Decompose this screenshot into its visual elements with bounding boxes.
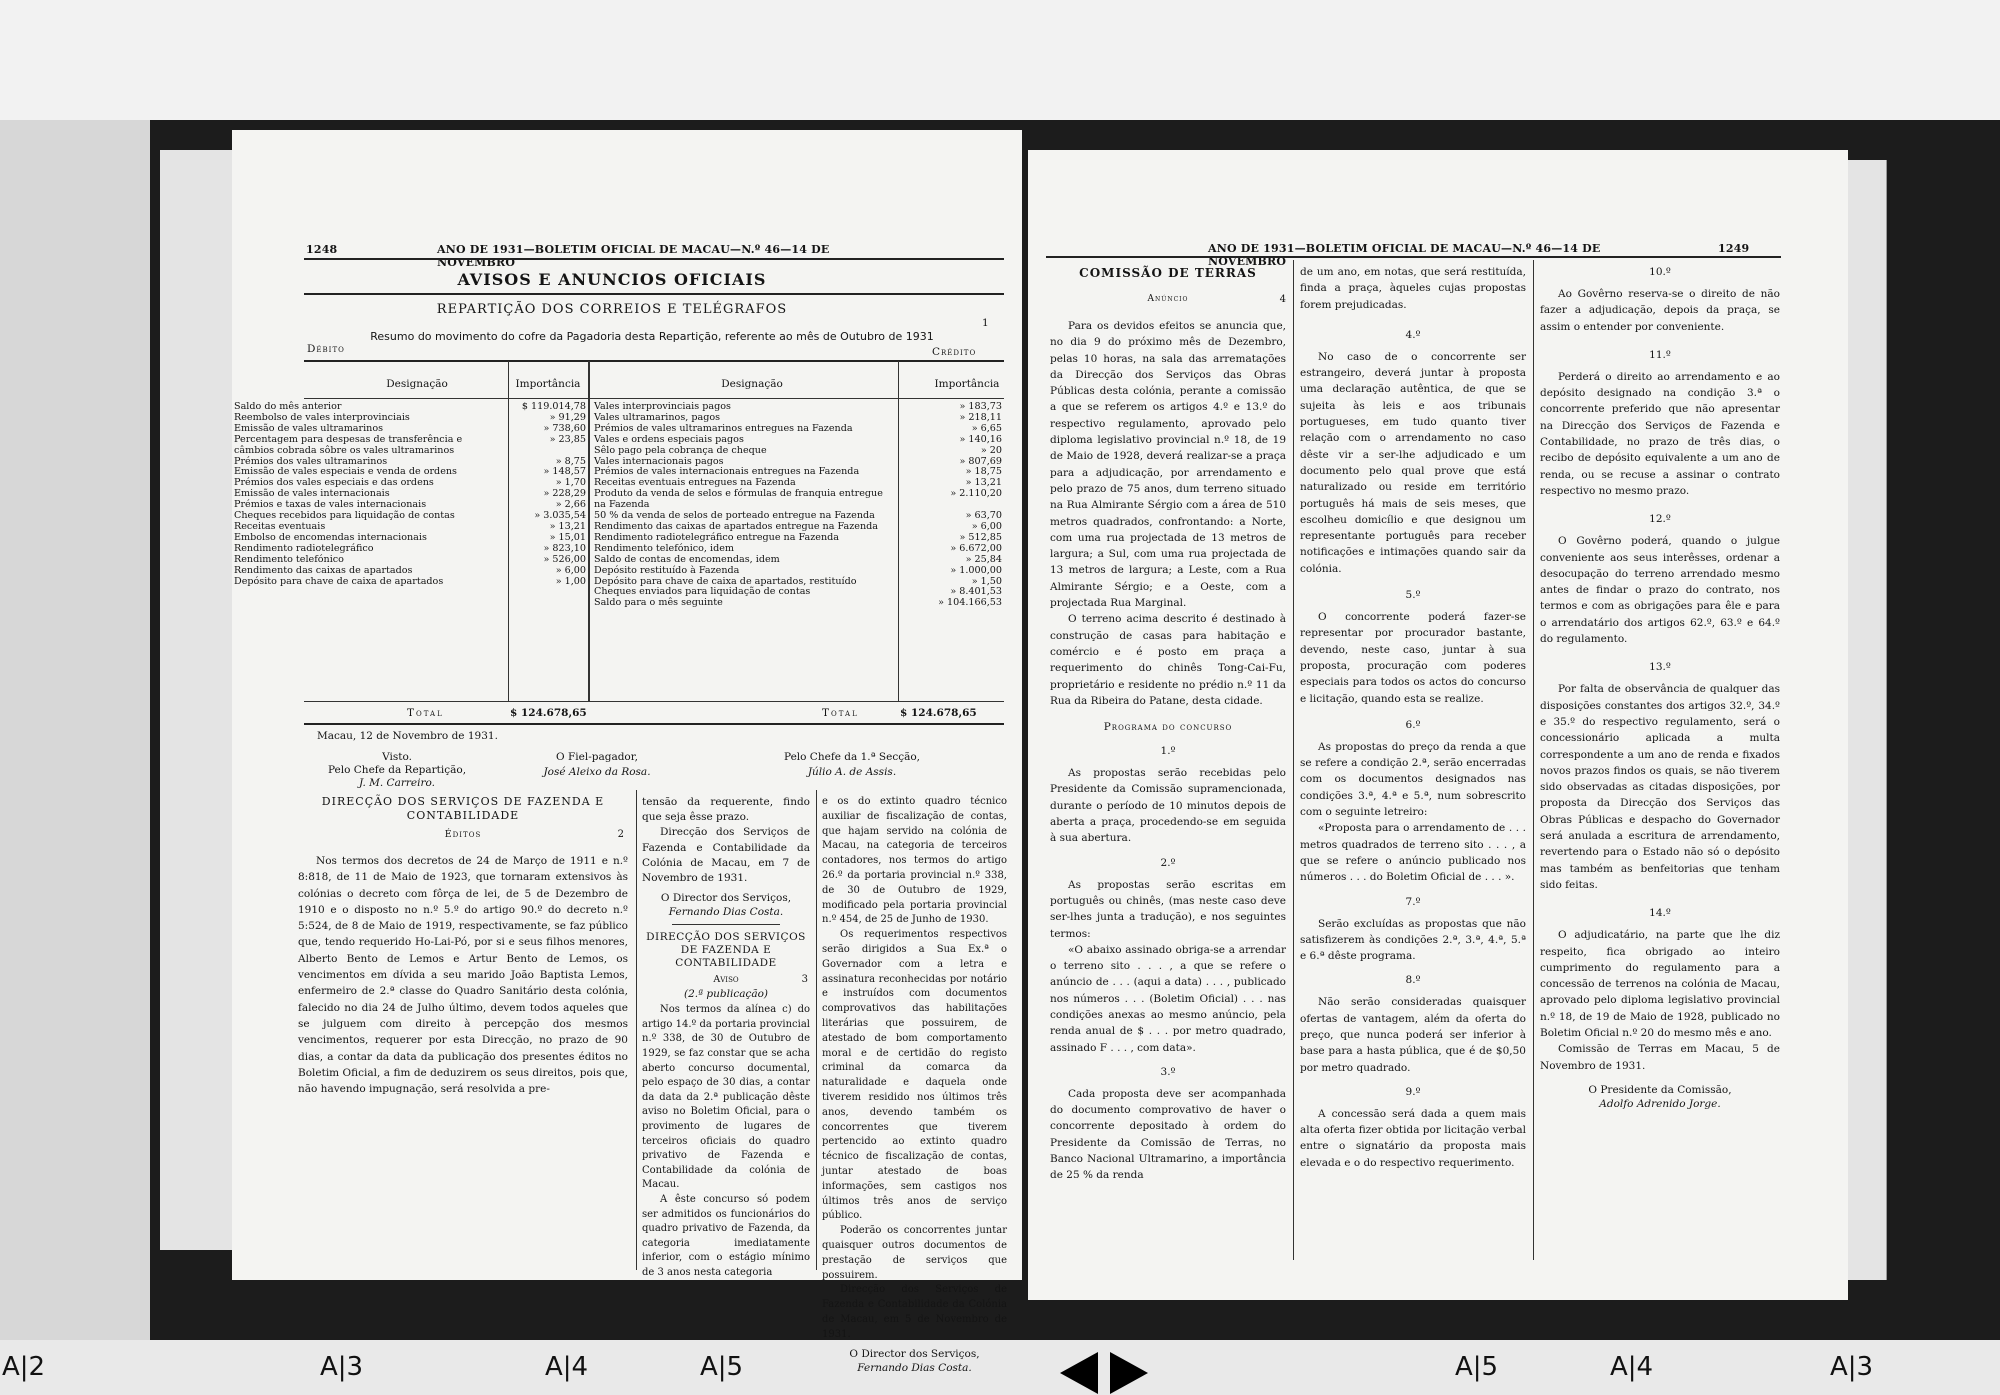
debit-row [232,566,588,577]
summary-title: Resumo do movimento do cofre da Pagadoria desta Repartição, referente ao mês de Outubro de 1931 [370,330,934,343]
debit-row [232,435,588,457]
debit-row-label: Prémios dos vales especiais e das ordens [234,477,434,489]
debit-row [232,555,588,566]
debit-row-label: Prémios dos vales ultramarinos [234,455,388,467]
col2-heading: DIRECÇÃO DOS SERVIÇOS DE FAZENDA E CONTABILIDADE [646,931,806,970]
film-notch-left [1060,1352,1098,1394]
rcol2-p9: A concessão será dada a quem mais alta oferta fizer obtida por licitação verbal entre o signatário da proposta mais elevada e o do respectivo requerimento. [1300,1107,1526,1169]
col2-body: Nos termos da alínea c) do artigo 14.º da portaria provincial n.º 338, de 30 de Outubro de 1929, se faz constar que se acha aberto concurso documental, pelo espaço de 30 dias, a contar da data da 2.ª publicação dêste aviso no Boletim Oficial, para o provimento de lugares de terceiros oficiais do quadro privativo de Fazenda e Contabilidade da colónia de Macau. [642,1004,810,1191]
rcol1-p1: As propostas serão recebidas pelo Presidente da Comissão supramencionada, durante o período de 10 minutos depois de aberta a praça, procedendo-se em seguida à sua abertura. [1050,767,1286,845]
right-page-edge-stack [1848,160,1887,1280]
debit-table [232,402,588,587]
rcol3-n10: 10.º [1649,266,1671,278]
rcol3-p13: Por falta de observância de qualquer das disposições constantes dos artigos 32.º, 34.º e 35.º do respectivo regulamento, será o concessionário aplicada a multa correspondente a um ano de renda e fixados novos prazos findos os quais, se não tiverem sido observadas as citadas disposições, por proposta da Direcção dos Serviços das Obras Públicas e despacho do Governador será anulada a escritura de arrendamento, revertendo para o Estado não só o depósito mas também as benfeitorias que tenham sido feitas. [1540,683,1780,891]
frame-mark-7: A|3 [1830,1352,1874,1382]
credit-row-value: » 13,21 [965,477,1002,489]
credit-designacao-header: Designação [721,378,783,390]
debit-row-label: Depósito para chave de caixa de apartados [234,575,444,587]
col3-body: e os do extinto quadro técnico auxiliar de fiscalização de contas, que hajam servido na colónia de Macau, na categoria de terceiros contadores, nos termos do artigo 26.º da portaria provincial n.º 338, de 30 de Outubro de 1929, modificado pela portaria provincial n.º 454, de 25 de Junho de 1930. [822,796,1007,926]
visto: Visto. [382,751,412,763]
credit-row [592,566,1004,577]
debit-row-label: Embolso de encomendas internacionais [234,531,427,543]
credit-row [592,446,1004,457]
section-title: AVISOS E ANUNCIOS OFICIAIS [457,270,767,289]
rcol3-n14: 14.º [1649,907,1671,920]
credit-row-value: » 1.000,00 [950,564,1002,576]
rcol2-p4: No caso de o concorrente ser estrangeiro, deverá juntar à proposta uma declaração autêntica, de que se sujeita às leis e aos tribunais portugueses, em tudo quanto tiver relação com o arrendamento no caso dêste vir a ser-lhe adjudicado e um documento pelo qual prove que está naturalizado ou reside em território português há mais de seis meses, que escolheu domicílio e que designou um representante português para receber notificações e intimações quando sair da colónia. [1300,350,1526,575]
rcol3-p11: Perderá o direito ao arrendamento e ao depósito designado na condição 3.ª o concorrente preferido que não apresentar na Direcção dos Serviços de Fazenda e Contabilidade, no prazo de três dias, o recibo de depósito equivalente a um ano de renda, ou se recuse a assinar o contrato respectivo no mesmo prazo. [1540,370,1780,497]
rcol2-p8: Não serão consideradas quaisquer ofertas de vantagem, além da oferta do preço, que nunca poderá ser inferior à base para a hasta pública, que é de $0,50 por metro quadrado. [1300,996,1526,1074]
credit-row-label: Saldo para o mês seguinte [594,597,723,609]
rcol1-n1: 1.º [1160,745,1176,758]
rcol3-p12: O Govêrno poderá, quando o julgue conveniente aos seus interêsses, ordenar a desocupação do terreno arrendado mesmo antes de findar o prazo do contrato, nos termos e com as obrigações para êle e para o arrendatário dos artigos 62.º, 63.º e 64.º do regulamento. [1540,535,1780,646]
credit-row-label: Rendimento telefónico, idem [594,542,735,554]
repartition-title: REPARTIÇÃO DOS CORREIOS E TELÉGRAFOS [436,302,788,317]
frame-mark-3: A|4 [545,1352,589,1382]
paymaster-label: O Fiel-pagador, [556,751,638,763]
credit-row-value: » 20 [980,444,1002,456]
left-running-title: ANO DE 1931—BOLETIM OFICIAL DE MACAU—N.º 46—14 DE NOVEMBRO [437,243,830,269]
debit-importancia-header: Importância [515,378,581,390]
col2-publication: (2.ª publicação) [683,988,769,1001]
col2-sign-place: Direcção dos Serviços de Fazenda e Contabilidade da Colónia de Macau, em 7 de Novembro de 1931. [642,826,810,885]
credit-row-value: » 2.110,20 [950,488,1002,500]
debit-row-value: » 526,00 [543,553,586,565]
col2-sign-label: O Director dos Serviços, [660,892,792,905]
debit-row-value: » 2,66 [555,499,586,511]
credit-row-value: » 8.401,53 [950,586,1002,598]
left-col3 [822,795,1007,1374]
col2-sign-name: Fernando Dias Costa. [668,906,784,919]
debit-total: $ 124.678,65 [510,707,587,719]
credit-row-label: Sêlo pago pela cobrança de cheque [594,444,767,456]
col3-sign-name: Fernando Dias Costa. [857,1362,972,1375]
debit-row-label: Emissão de vales especiais e venda de ordens [234,466,457,478]
credit-row [592,489,1004,511]
rcol1-heading: COMISSÃO DE TERRAS [1079,266,1257,280]
frame-mark-1: A|2 [2,1352,46,1382]
rcol1-program: Programa do concurso [1103,721,1233,734]
rcol1-body2: O terreno acima descrito é destinado à construção de casas para habitação e comércio e é posto em praça a requerimento do chinês Tong-Cai-Fu, proprietário e residente no prédio n.º 11 da Rua da Ribeira do Patane, desta cidade. [1050,613,1286,707]
credit-row-label: Vales internacionais pagos [594,455,724,467]
rcol2-n8: 8.º [1405,974,1421,987]
debit-row-label: Reembolso de vales interprovinciais [234,411,410,423]
credit-row-value: » 1,50 [971,575,1002,587]
debit-row-label: Rendimento das caixas de apartados [234,564,413,576]
credit-row-label: 50 % da venda de selos de porteado entregue na Fazenda [594,510,875,522]
col3-sign-place: Direcção dos Serviços de Fazenda e Contabilidade da Colónia de Macau, em 5 de Novembro de 1931. [822,1284,1007,1340]
frame-mark-6: A|4 [1610,1352,1654,1382]
credit-row-value: » 140,16 [959,433,1002,445]
rcol1-p3: Cada proposta deve ser acompanhada do documento comprovativo de haver o concorrente depositado à ordem do Presidente da Comissão de Terras, no Banco Nacional Ultramarino, a importância de 25 % da renda [1050,1087,1286,1182]
frame-mark-2: A|3 [320,1352,364,1382]
debit-label: Débito [307,343,345,355]
debit-row-label: Percentagem para despesas de transferência e câmbios cobrada sôbre os vales ultramarinos [234,433,463,456]
credit-row-value: » 63,70 [965,510,1002,522]
col2-cont: tensão da requerente, findo que seja êsse prazo. [642,796,810,824]
debit-row-label: Saldo do mês anterior [234,401,342,412]
credit-row-value: » 104.166,53 [938,597,1002,609]
rcol2-p6: As propostas do preço da renda a que se refere a condição 2.ª, serão encerradas com os documentos designados nas condições 3.ª, 4.ª e 5.ª, num sobrescrito com o seguinte letreiro: [1300,740,1526,819]
credit-table [592,402,1004,609]
credit-row-value: » 183,73 [959,401,1002,412]
right-col3 [1540,266,1780,1110]
rcol3-sign-label: O Presidente da Comissão, [1588,1083,1732,1096]
right-col1 [1050,266,1286,1184]
debit-row-value: » 91,29 [549,411,586,423]
film-notch-right [1110,1352,1148,1394]
frame-mark-4: A|5 [700,1352,744,1382]
credit-row [592,555,1004,566]
debit-row-value: » 148,57 [543,466,586,478]
col3-body2: Os requerimentos respectivos serão dirigidos a Sua Ex.ª o Governador com a letra e assinatura reconhecidas por notário e instruídos com documentos comprovativos das habilitações literárias que possuirem, de atestado de bom comportamento moral e de certidão do registo criminal da comarca da naturalidade e daquela onde tiverem residido nos últimos três anos, devendo também os concorrentes que tiverem pertencido ao extinto quadro técnico de fiscalização de contas, juntar atestado de boas informações, sem castigos nos últimos três anos de serviço público. [822,929,1007,1222]
col2-subheading: Aviso [713,974,739,986]
debit-row-label: Cheques recebidos para liquidação de contas [234,510,455,522]
credit-row-value: » 18,75 [965,466,1002,478]
item-number: 1 [982,317,989,329]
credit-row-value: » 6,00 [971,520,1002,532]
rcol2-n6: 6.º [1405,718,1421,731]
col2-body2: A êste concurso só podem ser admitidos os funcionários do quadro privativo de Fazenda, da categoria imediatamente inferior, com o estágio mínimo de 3 anos nesta categoria [642,1193,810,1278]
debit-row-value: » 15,01 [549,531,586,543]
debit-row-label: Emissão de vales ultramarinos [234,422,384,434]
credit-row-label: Depósito para chave de caixa de apartados, restituído [594,575,857,587]
debit-row [232,577,588,588]
right-page-number: 1249 [1718,242,1750,255]
left-page-number: 1248 [306,243,338,256]
credit-total-label: Total [822,707,859,719]
chief-name: J. M. Carreiro. [359,777,435,789]
rcol3-n12: 12.º [1649,513,1671,526]
debit-row-value: » 1,70 [555,477,586,489]
rcol3-p14: O adjudicatário, na parte que lhe diz respeito, fica obrigado ao inteiro cumprimento do regulamento para a concessão de terrenos na colónia de Macau, aprovado pelo diploma legislativo provincial n.º 18, de 19 de Maio de 1928, publicado no Boletim Oficial n.º 20 do mesmo mês e ano. [1540,929,1780,1039]
debit-row-value: » 8,75 [555,455,586,467]
credit-row-label: Rendimento das caixas de apartados entregue na Fazenda [594,520,878,532]
credit-row-label: Rendimento radiotelegráfico entregue na Fazenda [594,531,840,543]
rcol3-p10: Ao Govêrno reserva-se o direito de não fazer a adjudicação, depois da praça, se assim o entender por conveniente. [1540,288,1780,333]
debit-row-value: $ 119.014,78 [521,401,586,412]
col2-number: 3 [801,974,808,986]
left-page-edge-stack [160,150,236,1250]
credit-row-label: Produto da venda de selos e fórmulas de franquia entregue na Fazenda [594,488,883,511]
credit-row-label: Cheques enviados para liquidação de contas [594,586,811,598]
place-date: Macau, 12 de Novembro de 1931. [317,730,498,742]
credit-row-label: Prémios de vales internacionais entregues na Fazenda [594,466,860,478]
credit-row-value: » 807,69 [959,455,1002,467]
left-col2 [642,795,810,1281]
frame-mark-5: A|5 [1455,1352,1499,1382]
col3-body3: Poderão os concorrentes juntar quaisquer outros documentos de prestação de serviços que possuirem. [822,1225,1007,1281]
rcol3-sign-place: Comissão de Terras em Macau, 5 de Novembro de 1931. [1540,1043,1780,1072]
credit-row-label: Prémios de vales ultramarinos entregues na Fazenda [594,422,853,434]
credit-total: $ 124.678,65 [900,707,977,719]
rcol1-subheading: Anúncio [1147,294,1189,304]
rcol1-number: 4 [1279,294,1286,305]
credit-row [592,598,1004,609]
debit-row-value: » 1,00 [555,575,586,587]
debit-row-value: » 13,21 [549,520,586,532]
credit-label: Crédito [932,346,977,358]
col3-sign-label: O Director dos Serviços, [849,1348,980,1361]
rcol1-n2: 2.º [1160,856,1176,869]
rcol1-n3: 3.º [1160,1065,1176,1078]
col1-body: Nos termos dos decretos de 24 de Março de 1911 e n.º 8:818, de 11 de Maio de 1923, que tornaram extensivos às colónias o decreto com fôrça de lei, de 5 de Dezembro de 1910 e o disposto no n.º 5.º do artigo 90.º do decreto n.º 5:524, de 8 de Maio de 1919, respectivamente, se faz público que, tendo requerido Ho-Lai-Pó, por si e seus filhos menores, Alberto Bento de Lemos e Artur Bento de Lemos, os vencimentos em dívida a seu marido João Baptista Lemos, enfermeiro de 2.ª classe do Quadro Sanitário desta colónia, falecido no dia 24 de Julho último, devem todos aqueles que se julguem com direito à percepção dos mesmos vencimentos, requerer por esta Direcção, no prazo de 90 dias, a contar da data da publicação dos presentes éditos no Boletim Oficial, a fim de deduzirem os seus direitos, pois que, não havendo impugnação, será resolvida a pre- [298,855,628,1096]
rcol2-p3cont: de um ano, em notas, que será restituída, finda a praça, àqueles cujas propostas forem prejudicadas. [1300,266,1526,311]
rcol2-p7: Serão excluídas as propostas que não satisfizerem às condições 2.ª, 3.ª, 4.ª, 5.ª e 6.ª dêste programa. [1300,917,1526,963]
debit-row-value: » 6,00 [555,564,586,576]
rcol2-p6b: «Proposta para o arrendamento de . . . metros quadrados de terreno sito . . . , a que se refere o anúncio publicado nos números . . . do Boletim Oficial de . . . ». [1300,822,1526,884]
debit-row-value: » 23,85 [549,433,586,445]
right-running-title: ANO DE 1931—BOLETIM OFICIAL DE MACAU—N.º 46—14 DE NOVEMBRO [1208,242,1601,268]
rcol2-n7: 7.º [1405,895,1421,908]
credit-row-label: Vales ultramarinos, pagos [594,411,721,423]
credit-row-value: » 6,65 [971,422,1002,434]
credit-row-value: » 512,85 [959,531,1002,543]
credit-row-label: Depósito restituído à Fazenda [594,564,740,576]
rcol2-p5: O concorrente poderá fazer-se representar por procurador bastante, devendo, neste caso, juntar à sua proposta, procuração com poderes especiais para todos os actos do concurso e licitação, quando esta se realize. [1300,611,1526,705]
debit-row-value: » 3.035,54 [534,510,586,522]
debit-row-label: Prémios e taxas de vales internacionais [234,499,427,511]
section-name: Júlio A. de Assis. [807,766,897,778]
section-label: Pelo Chefe da 1.ª Secção, [783,751,921,763]
rcol1-p2b: «O abaixo assinado obriga-se a arrendar o terreno sito . . . , a que se refere o anúncio de . . . (aqui a data) . . . , publicado nos números . . . (Boletim Oficial) . . . nas condições anexas ao mesmo anúncio, pela renda anual de $ . . . por metro quadrado, assinado F . . . , com data». [1050,943,1286,1054]
debit-designacao-header: Designação [386,378,448,390]
rcol1-p2: As propostas serão escritas em português ou chinês, (mas neste caso deve ser-lhes junta a tradução), e nos seguintes termos: [1050,878,1286,940]
rcol2-n5: 5.º [1405,589,1421,602]
debit-total-label: Total [407,707,444,719]
credit-row [592,435,1004,446]
debit-row-value: » 228,29 [543,488,586,500]
credit-row-value: » 25,84 [965,553,1002,565]
rcol2-n9: 9.º [1405,1085,1421,1098]
col1-heading: DIRECÇÃO DOS SERVIÇOS DE FAZENDA E CONTABILIDADE [321,795,605,822]
debit-row-value: » 823,10 [543,542,586,554]
rcol3-n13: 13.º [1649,661,1671,674]
credit-row-label: Receitas eventuais entregues na Fazenda [594,477,796,489]
credit-row-label: Vales interprovinciais pagos [594,401,731,412]
debit-row-value: » 738,60 [543,422,586,434]
debit-row-label: Rendimento radiotelegráfico [234,542,374,554]
debit-row-label: Emissão de vales internacionais [234,488,390,500]
rcol3-sign-name: Adolfo Adrenido Jorge. [1599,1097,1721,1110]
rcol2-n4: 4.º [1405,328,1421,341]
credit-importancia-header: Importância [934,378,1000,390]
paymaster-name: José Aleixo da Rosa. [543,766,651,778]
credit-row-label: Vales e ordens especiais pagos [594,433,744,445]
col1-number: 2 [617,829,624,840]
debit-row-label: Receitas eventuais [234,520,326,532]
col1-subheading: Éditos [444,829,482,840]
film-background-top [0,0,2000,120]
credit-row-value: » 218,11 [959,411,1002,423]
left-col1 [298,795,628,1097]
right-col2 [1300,264,1526,1171]
chief-label: Pelo Chefe da Repartição, [327,764,467,776]
rcol1-body: Para os devidos efeitos se anuncia que, no dia 9 do próximo mês de Dezembro, pelas 10 horas, na sala das arrematações da Direcção dos Serviços das Obras Públicas desta colónia, perante a comissão a que se referem os artigos 4.º e 13.º do respectivo regulamento, aprovado pelo diploma legislativo provincial n.º 18, de 19 de Maio de 1928, deverá realizar-se a praça para a adjudicação, por arrendamento e pelo prazo de 75 anos, dum terreno situado na Rua Almirante Sérgio com a área de 510 metros quadrados, confrontando: a Norte, com uma rua projectada de 13 metros de largura; a Sul, com uma rua projectada de 13 metros de largura; a Leste, com a Rua Almirante Sérgio; e a Oeste, com a projectada Rua Marginal. [1050,320,1286,610]
film-background-left [0,120,150,1350]
credit-row-value: » 6.672,00 [950,542,1002,554]
right-page [1028,150,1848,1300]
debit-row-label: Rendimento telefónico [234,553,344,565]
credit-row-label: Saldo de contas de encomendas, idem [594,553,780,565]
rcol3-n11: 11.º [1649,348,1671,361]
